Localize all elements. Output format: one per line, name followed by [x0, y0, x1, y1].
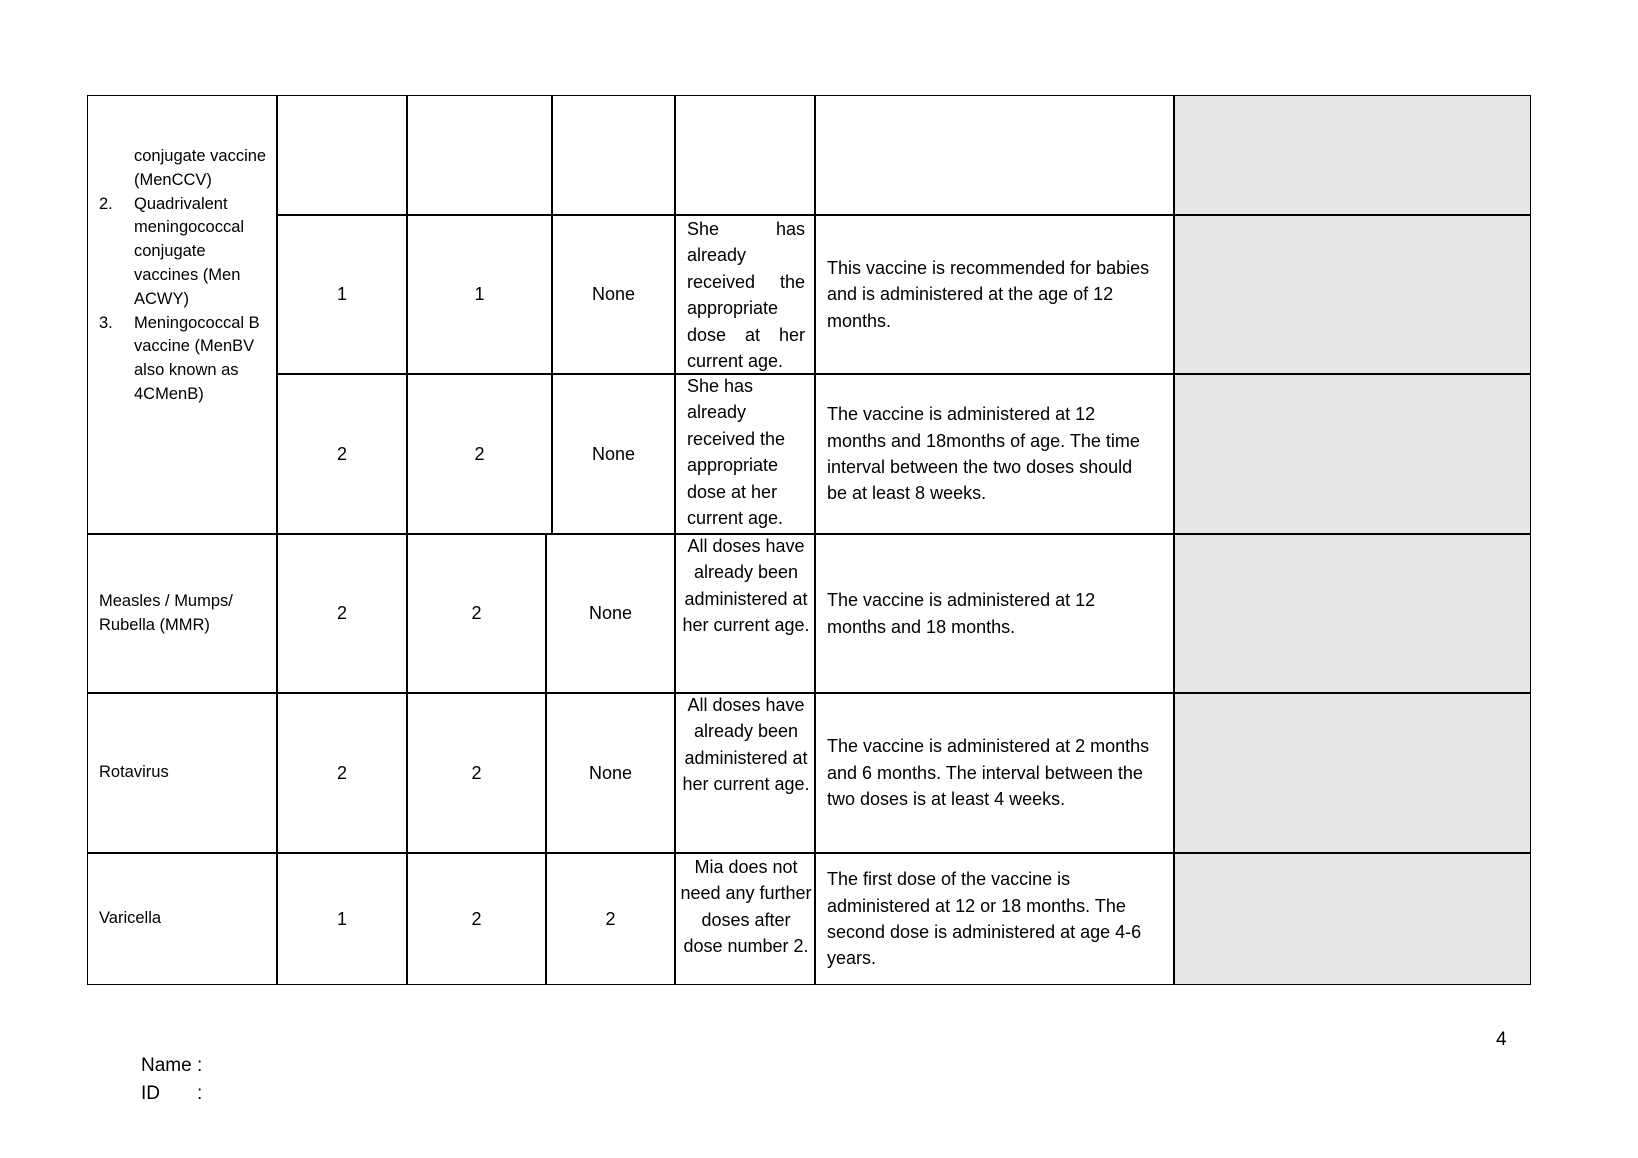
page-number: 4	[1496, 1029, 1507, 1050]
id-colon: :	[197, 1083, 203, 1104]
vaccination-table	[88, 96, 1532, 985]
table-cell: 2	[407, 534, 546, 693]
table-cell	[277, 95, 407, 215]
table-cell	[552, 95, 675, 215]
table-cell: None	[552, 374, 675, 534]
table-cell: The vaccine is administered at 2 months and 6 months. The interval between the two doses is at least 4 weeks.	[815, 693, 1174, 853]
vaccine-list-item: 2. Quadrivalent meningococcal conjugate vaccines (Men ACWY)	[99, 194, 245, 308]
table-cell: The first dose of the vaccine is administered at 12 or 18 months. The second dose is administered at age 4-6 years.	[815, 853, 1174, 985]
table-cell: 1	[277, 853, 407, 985]
table-cell: None	[546, 534, 675, 693]
id-label: ID	[141, 1083, 160, 1104]
table-cell: 2	[407, 853, 546, 985]
table-cell: 2	[407, 693, 546, 853]
table-cell: Measles / Mumps/ Rubella (MMR)	[87, 534, 277, 693]
table-cell: All doses have already been administered at her current age.	[675, 693, 815, 853]
table-cell: 2	[277, 534, 407, 693]
table-cell	[815, 95, 1174, 215]
table-cell: 2	[277, 693, 407, 853]
table-cell: 2	[277, 374, 407, 534]
shaded-cell	[1174, 95, 1531, 215]
table-cell	[407, 95, 552, 215]
table-cell: She has already received the appropriate dose at her current age.	[675, 374, 815, 534]
vaccine-list-item: 3. Meningococcal B vaccine (MenBV also known as 4CMenB)	[99, 313, 260, 403]
table-cell: 2	[407, 374, 552, 534]
table-cell: None	[546, 693, 675, 853]
table-cell: 2	[546, 853, 675, 985]
table-cell: 1	[407, 215, 552, 374]
table-cell: Rotavirus	[87, 693, 277, 853]
table-cell: All doses have already been administered at her current age.	[675, 534, 815, 693]
table-cell: Varicella	[87, 853, 277, 985]
shaded-cell	[1174, 853, 1531, 985]
table-cell: This vaccine is recommended for babies and is administered at the age of 12 months.	[815, 215, 1174, 374]
table-cell: She has already received the appropriate dose at her current age.	[675, 215, 815, 374]
shaded-cell	[1174, 693, 1531, 853]
table-cell: Mia does not need any further doses after dose number 2.	[675, 853, 815, 985]
shaded-cell	[1174, 534, 1531, 693]
table-cell: 1	[277, 215, 407, 374]
meningococcal-vaccine-list	[99, 145, 274, 407]
vaccine-list-item: conjugate vaccine (MenCCV)	[134, 147, 267, 189]
shaded-cell	[1174, 215, 1531, 374]
table-cell: The vaccine is administered at 12 months and 18months of age. The time interval between the two doses should be at least 8 weeks.	[815, 374, 1174, 534]
name-label: Name :	[141, 1055, 203, 1076]
table-cell: The vaccine is administered at 12 months and 18 months.	[815, 534, 1174, 693]
table-cell: None	[552, 215, 675, 374]
shaded-cell	[1174, 374, 1531, 534]
table-cell	[675, 95, 815, 215]
